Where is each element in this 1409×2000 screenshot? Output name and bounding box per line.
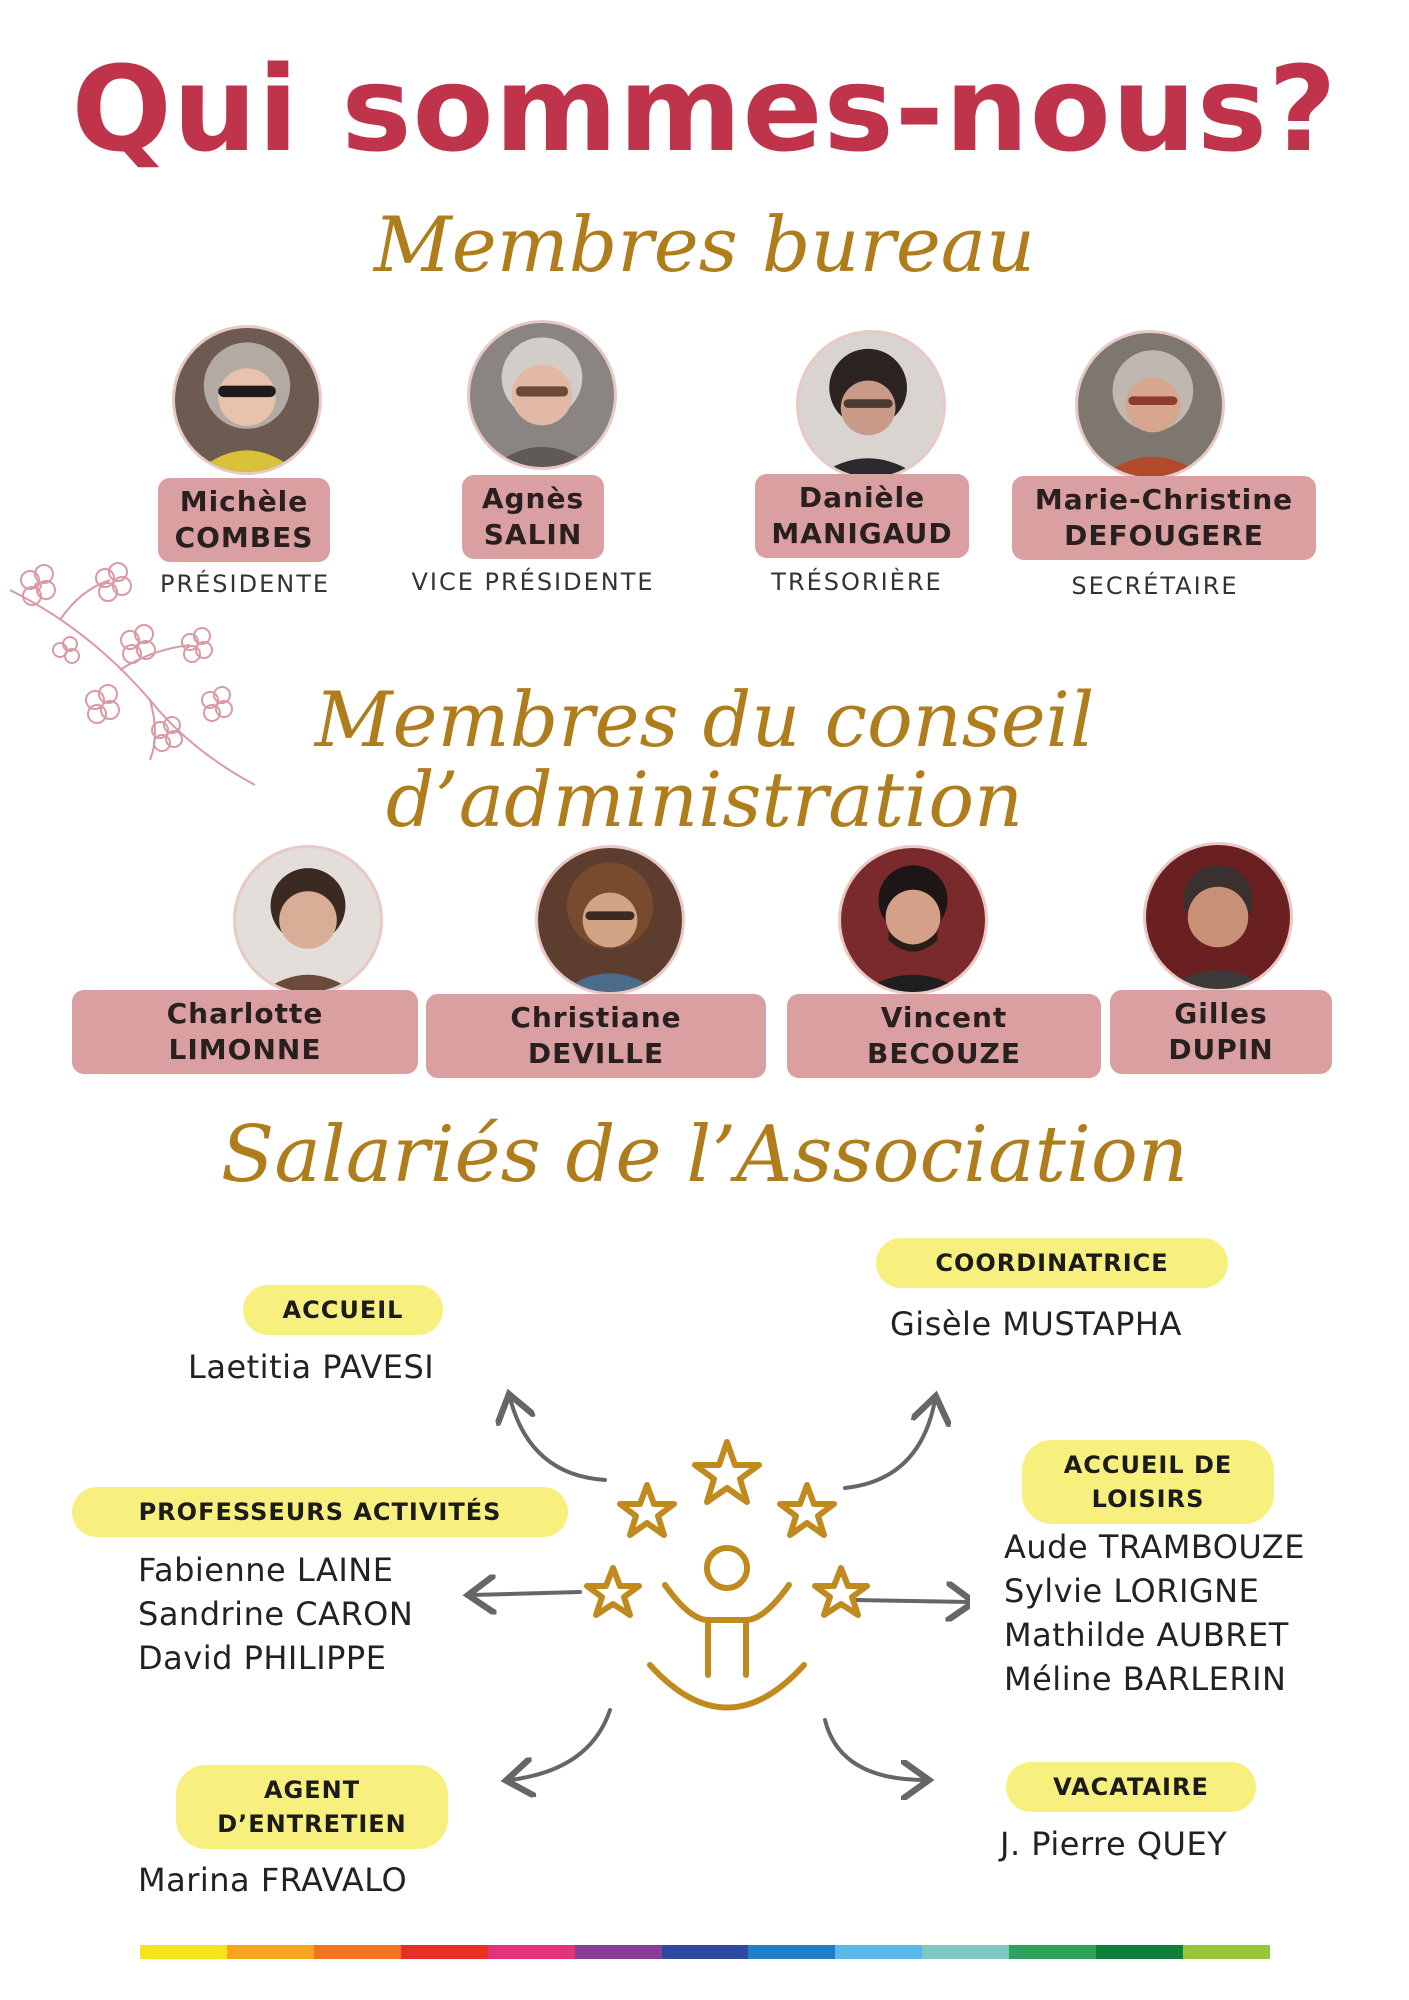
rainbow-segment [1096, 1945, 1183, 1959]
member-name-gilles-dupin [1110, 990, 1332, 1074]
person-portrait-icon [1078, 333, 1222, 477]
badge-vacataire: VACATAIRE [1006, 1762, 1256, 1812]
names-accueil [188, 1345, 434, 1389]
photo-marie-christine-defougere [1075, 330, 1225, 480]
employee-name: Méline BARLERIN [1004, 1660, 1287, 1698]
salaries-heading: Salariés de l’Association [220, 1110, 1189, 1200]
employee-name: Sandrine CARON [138, 1595, 414, 1633]
person-portrait-icon [538, 848, 682, 992]
badge-line: ACCUEIL DE [1063, 1451, 1233, 1479]
person-portrait-icon [841, 848, 985, 992]
person-body-icon [665, 1585, 789, 1675]
rainbow-bar [140, 1945, 1270, 1959]
names-vacataire [1000, 1822, 1227, 1866]
arrow-to-vacataire [825, 1720, 925, 1780]
names-loisirs [1004, 1525, 1305, 1701]
member-role: TRÉSORIÈRE [771, 568, 943, 596]
member-full-name: Charlotte LIMONNE [166, 997, 324, 1066]
member-full-name: Christiane DEVILLE [510, 1001, 682, 1070]
person-portrait-icon [175, 328, 319, 472]
team-stars-diagram [450, 1380, 970, 1820]
conseil-heading-line1: Membres du conseil [314, 675, 1095, 764]
badge-accueil: ACCUEIL [243, 1285, 443, 1335]
rainbow-segment [314, 1945, 401, 1959]
page-title: Qui sommes-nous? [71, 40, 1338, 178]
member-name-charlotte-limonne [72, 990, 418, 1074]
badge-line: D’ENTRETIEN [217, 1810, 407, 1838]
member-last-name: SALIN [483, 518, 583, 551]
employee-name: Sylvie LORIGNE [1004, 1572, 1260, 1610]
member-first-name: Danièle [798, 481, 926, 514]
bureau-heading: Membres bureau [373, 200, 1036, 289]
member-role: SECRÉTAIRE [1071, 572, 1239, 600]
arrow-to-professeurs [472, 1592, 580, 1595]
member-name-christiane-deville [426, 994, 766, 1078]
names-coordinatrice [890, 1302, 1182, 1346]
member-role: PRÉSIDENTE [159, 570, 331, 598]
member-name-marie-christine-defougere [1012, 476, 1316, 560]
star-icon [695, 1442, 759, 1502]
arrow-to-coordinatrice [845, 1400, 935, 1488]
badge-line: LOISIRS [1091, 1485, 1205, 1513]
person-portrait-icon [799, 333, 943, 477]
person-portrait-icon [236, 848, 380, 992]
employee-name: Gisèle MUSTAPHA [890, 1305, 1182, 1343]
employee-name: Aude TRAMBOUZE [1004, 1528, 1305, 1566]
rainbow-segment [1183, 1945, 1270, 1959]
member-role: VICE PRÉSIDENTE [411, 568, 655, 596]
rainbow-segment [662, 1945, 749, 1959]
person-base-icon [650, 1665, 804, 1708]
person-portrait-icon [470, 323, 614, 467]
employee-name: David PHILIPPE [138, 1639, 387, 1677]
conseil-heading [0, 675, 1409, 844]
member-name-agnes-salin [462, 475, 604, 559]
arrow-to-accueil [510, 1398, 605, 1480]
rainbow-segment [140, 1945, 227, 1959]
employee-name: Mathilde AUBRET [1004, 1616, 1289, 1654]
person-portrait-icon [1146, 845, 1290, 989]
rainbow-segment [488, 1945, 575, 1959]
photo-agnes-salin [467, 320, 617, 470]
member-first-name: Marie-Christine [1034, 483, 1294, 516]
star-icon [620, 1485, 674, 1535]
rainbow-segment [401, 1945, 488, 1959]
employee-name: J. Pierre QUEY [1000, 1825, 1228, 1863]
star-icon [780, 1485, 834, 1535]
conseil-heading-line2: d’administration [385, 754, 1024, 844]
member-first-name: Agnès [481, 482, 585, 515]
member-full-name: Vincent BECOUZE [867, 1001, 1021, 1070]
badge-line: AGENT [263, 1776, 361, 1804]
photo-charlotte-limonne [233, 845, 383, 995]
employee-name: Laetitia PAVESI [188, 1348, 435, 1386]
rainbow-segment [922, 1945, 1009, 1959]
member-last-name: MANIGAUD [771, 517, 953, 550]
member-name-vincent-becouze [787, 994, 1101, 1078]
star-icon [587, 1568, 639, 1615]
member-full-name: Gilles DUPIN [1168, 997, 1274, 1066]
member-last-name: DEFOUGERE [1064, 519, 1264, 552]
rainbow-segment [748, 1945, 835, 1959]
rainbow-segment [227, 1945, 314, 1959]
photo-gilles-dupin [1143, 842, 1293, 992]
employee-name: Marina FRAVALO [138, 1861, 408, 1899]
member-name-daniele-manigaud [755, 474, 969, 558]
arrow-to-entretien [510, 1710, 610, 1780]
member-first-name: Michèle [179, 485, 309, 518]
photo-daniele-manigaud [796, 330, 946, 480]
names-professeurs [138, 1548, 413, 1680]
names-entretien [138, 1858, 407, 1902]
star-icon [815, 1568, 867, 1615]
photo-vincent-becouze [838, 845, 988, 995]
rainbow-segment [835, 1945, 922, 1959]
rainbow-segment [575, 1945, 662, 1959]
rainbow-segment [1009, 1945, 1096, 1959]
photo-christiane-deville [535, 845, 685, 995]
member-last-name: COMBES [174, 521, 314, 554]
photo-michele-combes [172, 325, 322, 475]
employee-name: Fabienne LAINE [138, 1551, 394, 1589]
badge-agent-entretien [176, 1765, 448, 1849]
badge-professeurs-activites: PROFESSEURS ACTIVITÉS [72, 1487, 568, 1537]
person-head-icon [707, 1548, 747, 1588]
arrow-to-loisirs [855, 1600, 970, 1602]
badge-coordinatrice: COORDINATRICE [876, 1238, 1228, 1288]
badge-accueil-de-loisirs [1022, 1440, 1274, 1524]
